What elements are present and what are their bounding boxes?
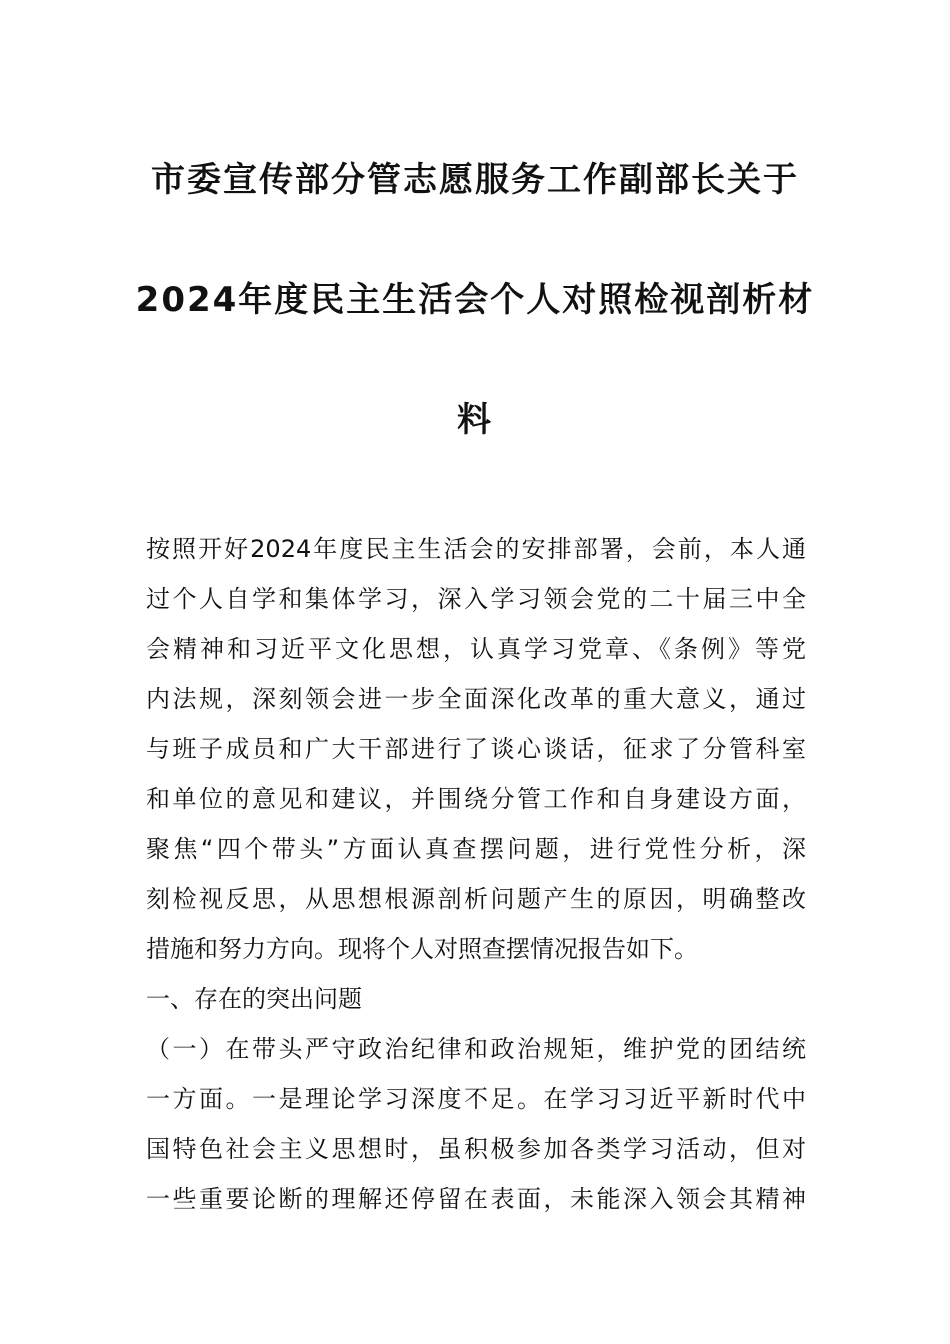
paragraph-line: 会精神和习近平文化思想，认真学习党章、《条例》等党 xyxy=(146,635,806,663)
paragraph-line: 措施和努力方向。现将个人对照查摆情况报告如下。 xyxy=(146,935,698,963)
paragraph-line: 内法规，深刻领会进一步全面深化改革的重大意义，通过 xyxy=(146,685,806,713)
paragraph-line: 一方面。一是理论学习深度不足。在学习习近平新时代中 xyxy=(146,1085,806,1113)
paragraph-line: 一些重要论断的理解还停留在表面，未能深入领会其精神 xyxy=(146,1185,806,1213)
paragraph-line: （一）在带头严守政治纪律和政治规矩，维护党的团结统 xyxy=(146,1035,806,1063)
paragraph-line: 刻检视反思，从思想根源剖析问题产生的原因，明确整改 xyxy=(146,885,806,913)
paragraph-line: 和单位的意见和建议，并围绕分管工作和自身建设方面， xyxy=(146,785,806,813)
paragraph-line: 按照开好2024年度民主生活会的安排部署，会前，本人通 xyxy=(146,535,806,563)
paragraph-line: 与班子成员和广大干部进行了谈心谈话，征求了分管科室 xyxy=(146,735,806,763)
document-title-line-2: 2024年度民主生活会个人对照检视剖析材 xyxy=(135,280,815,320)
paragraph-line: 国特色社会主义思想时，虽积极参加各类学习活动，但对 xyxy=(146,1135,806,1163)
document-title-line-1: 市委宣传部分管志愿服务工作副部长关于 xyxy=(151,160,799,200)
document-title-line-3: 料 xyxy=(457,400,493,440)
section-heading: 一、存在的突出问题 xyxy=(146,985,362,1013)
paragraph-line: 聚焦“四个带头”方面认真查摆问题，进行党性分析，深 xyxy=(146,835,806,863)
paragraph-line: 过个人自学和集体学习，深入学习领会党的二十届三中全 xyxy=(146,585,806,613)
